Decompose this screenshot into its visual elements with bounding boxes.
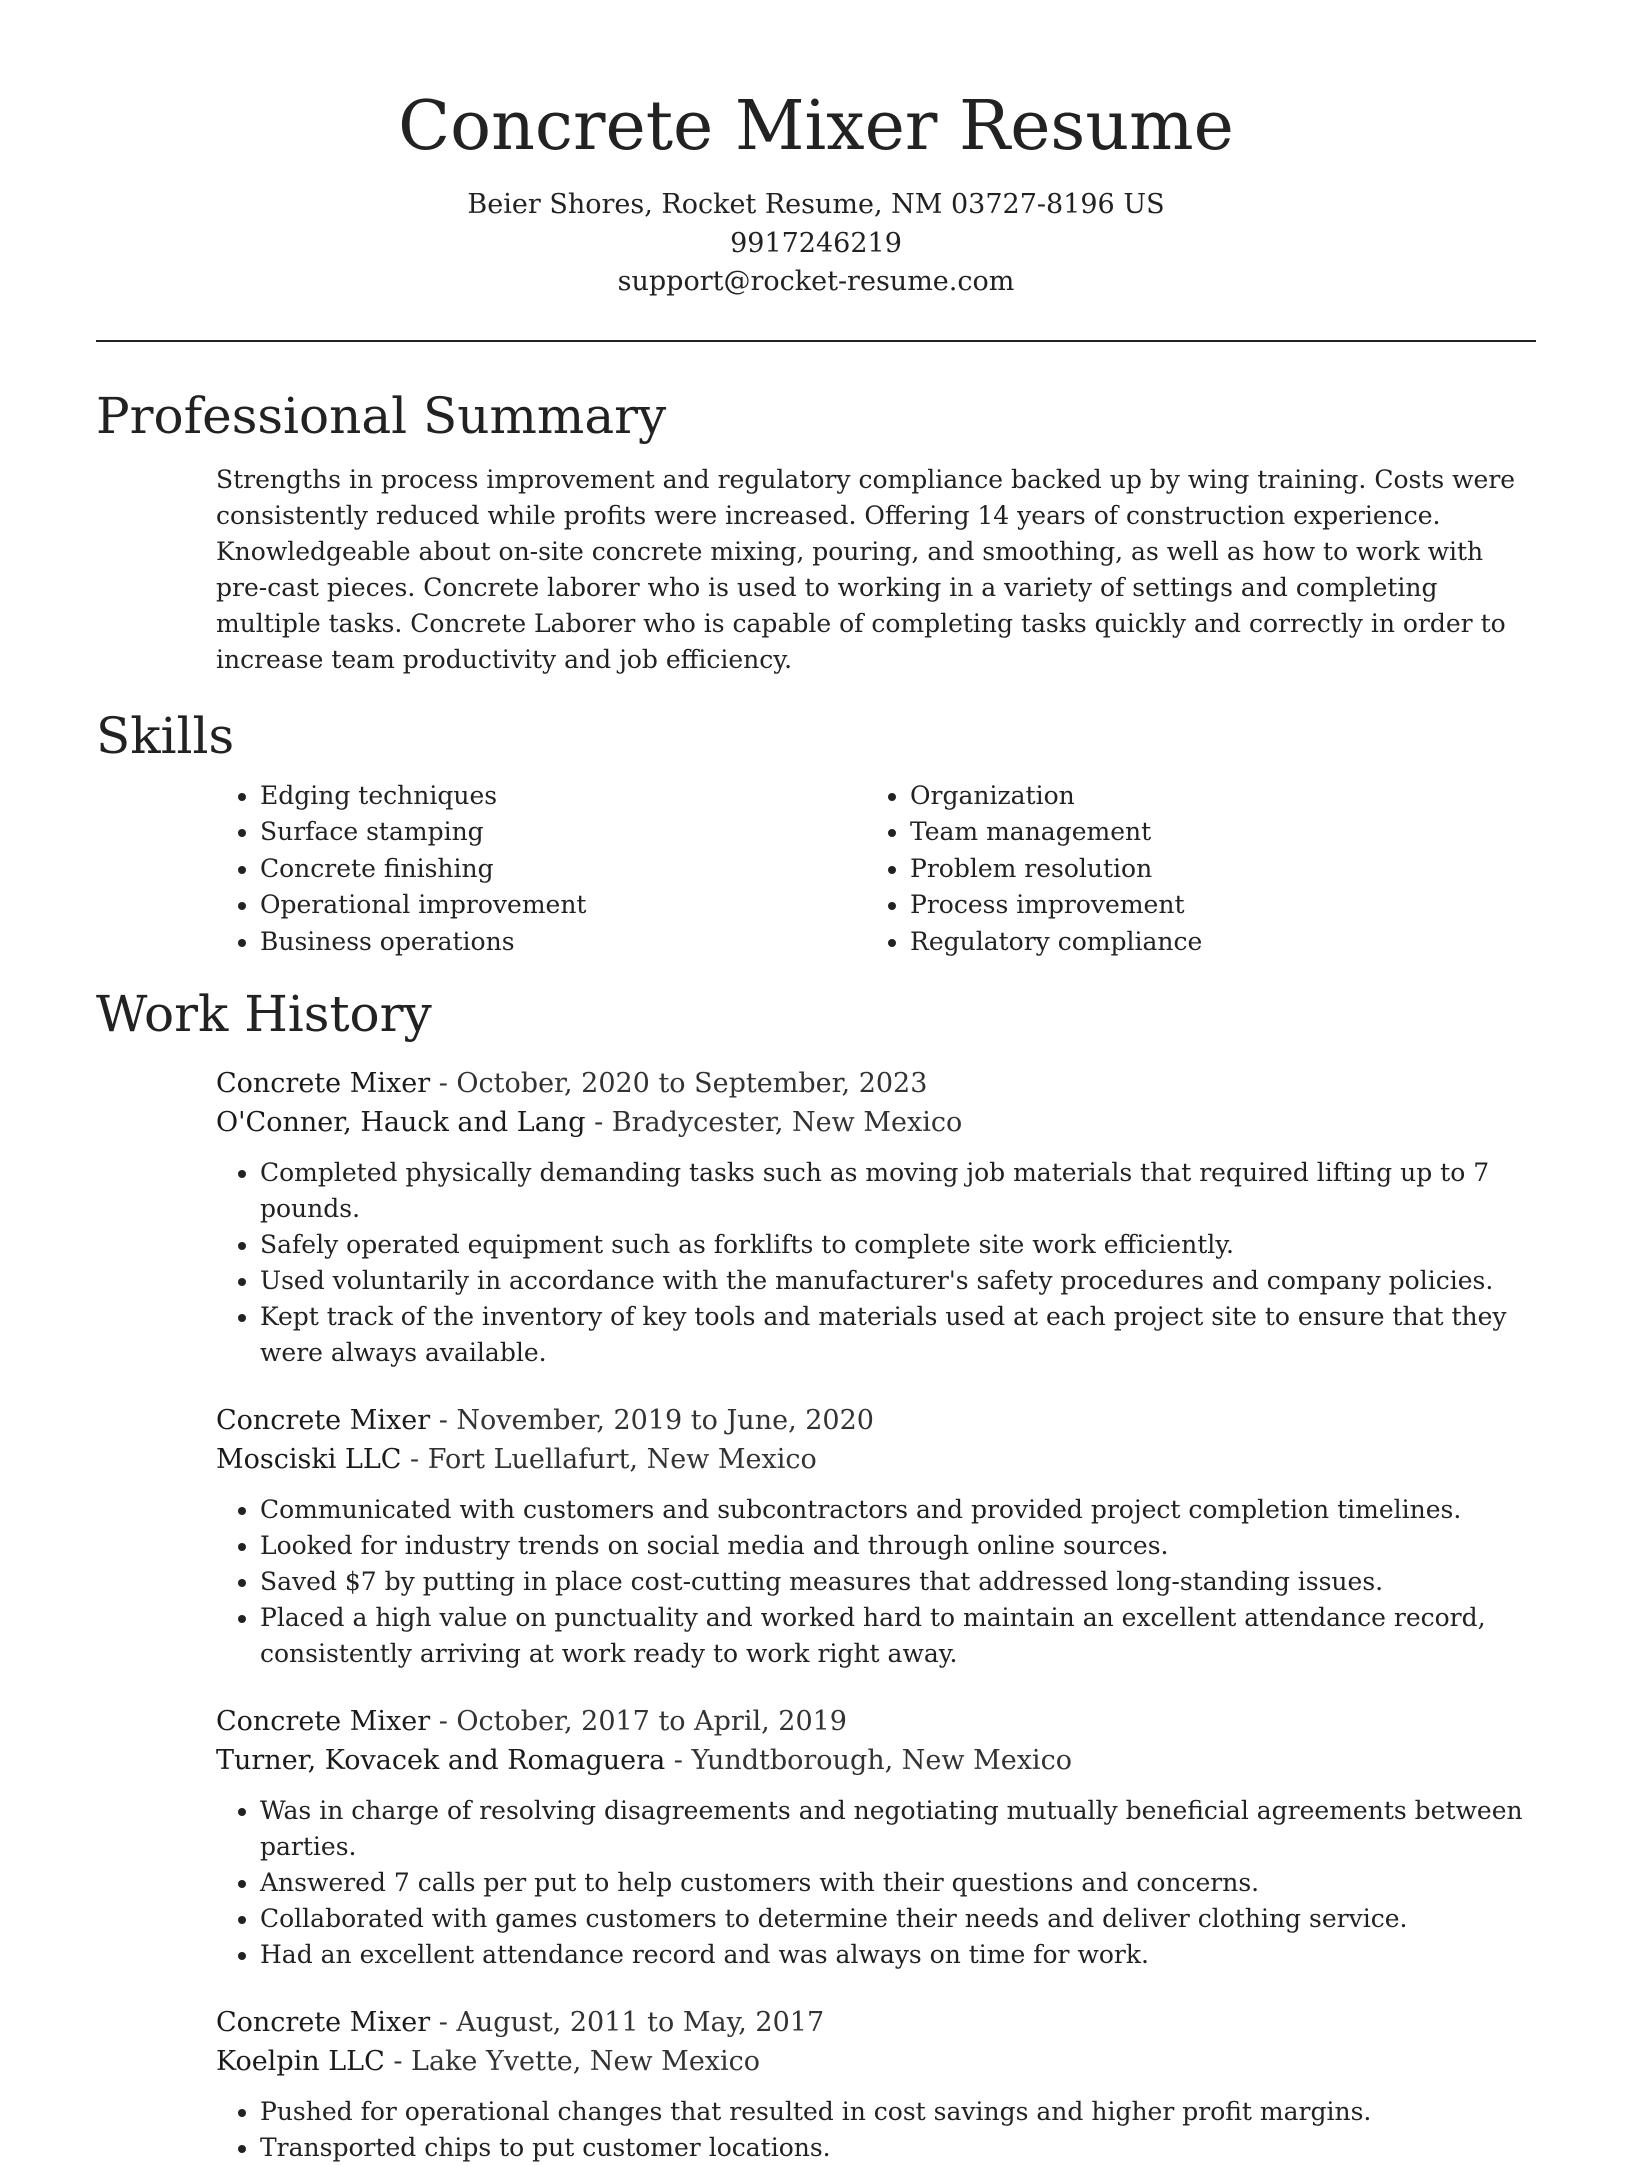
skills-grid xyxy=(216,778,1536,961)
job-bullet: • Kept track of the inventory of key tools and materials used at each project site to ensure that they were always available. xyxy=(260,1299,1536,1371)
skills-heading: Skills xyxy=(96,706,235,765)
job-bullet: • Used voluntarily in accordance with the manufacturer's safety procedures and company policies. xyxy=(260,1263,1536,1299)
skill-item: • Business operations xyxy=(260,924,866,961)
skill-item: • Operational improvement xyxy=(260,887,866,924)
job-bullet: • Was in charge of resolving disagreements and negotiating mutually beneficial agreements between parties. xyxy=(260,1793,1536,1865)
job-bullet: • Completed physically demanding tasks such as moving job materials that required lifting up to 7 pounds. xyxy=(260,1155,1536,1227)
job-bullets xyxy=(216,1155,1536,1371)
job-dates: October, 2020 to September, 2023 xyxy=(456,1068,928,1099)
job-location: Yundtborough, New Mexico xyxy=(691,1745,1072,1776)
job-bullet: • Transported chips to put customer locations. xyxy=(260,2130,1536,2166)
job-separator: - xyxy=(585,1107,612,1138)
contact-phone: 9917246219 xyxy=(730,227,902,259)
job-bullet: • Collaborated with games customers to determine their needs and deliver clothing service. xyxy=(260,1901,1536,1937)
work-history-section xyxy=(96,982,1536,2166)
job-location: Bradycester, New Mexico xyxy=(611,1107,963,1138)
skill-item: • Concrete finishing xyxy=(260,851,866,888)
job-title-line xyxy=(216,2003,1536,2042)
job-separator: - xyxy=(665,1745,692,1776)
job-title-line xyxy=(216,1064,1536,1103)
contact-info xyxy=(0,186,1632,302)
job-bullet: • Communicated with customers and subcontractors and provided project completion timelines. xyxy=(260,1492,1536,1528)
work-history-heading: Work History xyxy=(96,985,432,1043)
job-company-line xyxy=(216,1741,1536,1780)
resume-title: Concrete Mixer Resume xyxy=(398,87,1234,166)
job-company: Mosciski LLC xyxy=(216,1444,402,1475)
job-bullet: • Placed a high value on punctuality and worked hard to maintain an excellent attendance record, consistently arriving at work ready to work right away. xyxy=(260,1600,1536,1672)
skills-section xyxy=(96,704,1536,961)
job-title: Concrete Mixer xyxy=(216,1706,431,1737)
job-dates: August, 2011 to May, 2017 xyxy=(456,2007,825,2038)
job-dates: November, 2019 to June, 2020 xyxy=(456,1405,874,1436)
job-bullets xyxy=(216,1492,1536,1672)
job-title-line xyxy=(216,1401,1536,1440)
job-entry xyxy=(216,1702,1536,1973)
job-bullet: • Had an excellent attendance record and was always on time for work. xyxy=(260,1937,1536,1973)
job-location: Lake Yvette, New Mexico xyxy=(411,2046,761,2077)
contact-address: Beier Shores, Rocket Resume, NM 03727-8196 US xyxy=(467,189,1165,220)
job-title: Concrete Mixer xyxy=(216,2007,431,2038)
job-separator: - xyxy=(401,1444,428,1475)
job-separator: - xyxy=(384,2046,412,2077)
skill-item: • Process improvement xyxy=(910,887,1516,924)
skill-item: • Regulatory compliance xyxy=(910,924,1516,961)
job-separator: - xyxy=(430,1706,457,1737)
job-title-line xyxy=(216,1702,1536,1741)
summary-heading: Professional Summary xyxy=(96,386,667,445)
job-bullet: • Pushed for operational changes that resulted in cost savings and higher profit margins. xyxy=(260,2094,1536,2130)
skill-item: • Edging techniques xyxy=(260,778,866,815)
resume-header xyxy=(0,0,1632,302)
job-entry xyxy=(216,1064,1536,1371)
job-separator: - xyxy=(430,1068,457,1099)
job-company-line xyxy=(216,1440,1536,1479)
job-company: Koelpin LLC xyxy=(216,2046,385,2077)
job-separator: - xyxy=(430,2007,457,2038)
skill-item: • Problem resolution xyxy=(910,851,1516,888)
skill-item: • Team management xyxy=(910,814,1516,851)
job-company: Turner, Kovacek and Romaguera xyxy=(216,1745,666,1776)
job-bullet: • Looked for industry trends on social media and through online sources. xyxy=(260,1528,1536,1564)
job-bullet: • Safely operated equipment such as forklifts to complete site work efficiently. xyxy=(260,1227,1536,1263)
contact-email: support@rocket-resume.com xyxy=(617,266,1015,297)
summary-text: Strengths in process improvement and regulatory compliance backed up by wing training. Costs were consistently reduced while profits were increased. Offering 14 years of construction experience. Knowledgeable about on-site concrete mixing, pouring, and smoothing, as well as how to work with pre-cast pieces. Concrete laborer who is used to working in a variety of settings and completing multiple tasks. Concrete Laborer who is capable of completing tasks quickly and correctly in order to increase team productivity and job efficiency. xyxy=(216,464,1516,674)
job-bullets xyxy=(216,2094,1536,2166)
skills-list-right xyxy=(866,778,1516,961)
skill-item: • Organization xyxy=(910,778,1516,815)
job-entry xyxy=(216,1401,1536,1672)
job-entry xyxy=(216,2003,1536,2166)
job-bullet: • Saved $7 by putting in place cost-cutting measures that addressed long-standing issues. xyxy=(260,1564,1536,1600)
job-separator: - xyxy=(430,1405,457,1436)
job-company-line xyxy=(216,2042,1536,2081)
job-company-line xyxy=(216,1103,1536,1142)
job-company: O'Conner, Hauck and Lang xyxy=(216,1107,586,1138)
job-title: Concrete Mixer xyxy=(216,1068,431,1099)
job-location: Fort Luellafurt, New Mexico xyxy=(427,1444,817,1475)
job-bullet: • Answered 7 calls per put to help customers with their questions and concerns. xyxy=(260,1865,1536,1901)
job-dates: October, 2017 to April, 2019 xyxy=(456,1706,847,1737)
header-divider xyxy=(96,340,1536,342)
skill-item: • Surface stamping xyxy=(260,814,866,851)
skills-list-left xyxy=(216,778,866,961)
summary-section xyxy=(96,384,1536,678)
job-title: Concrete Mixer xyxy=(216,1405,431,1436)
job-bullets xyxy=(216,1793,1536,1973)
